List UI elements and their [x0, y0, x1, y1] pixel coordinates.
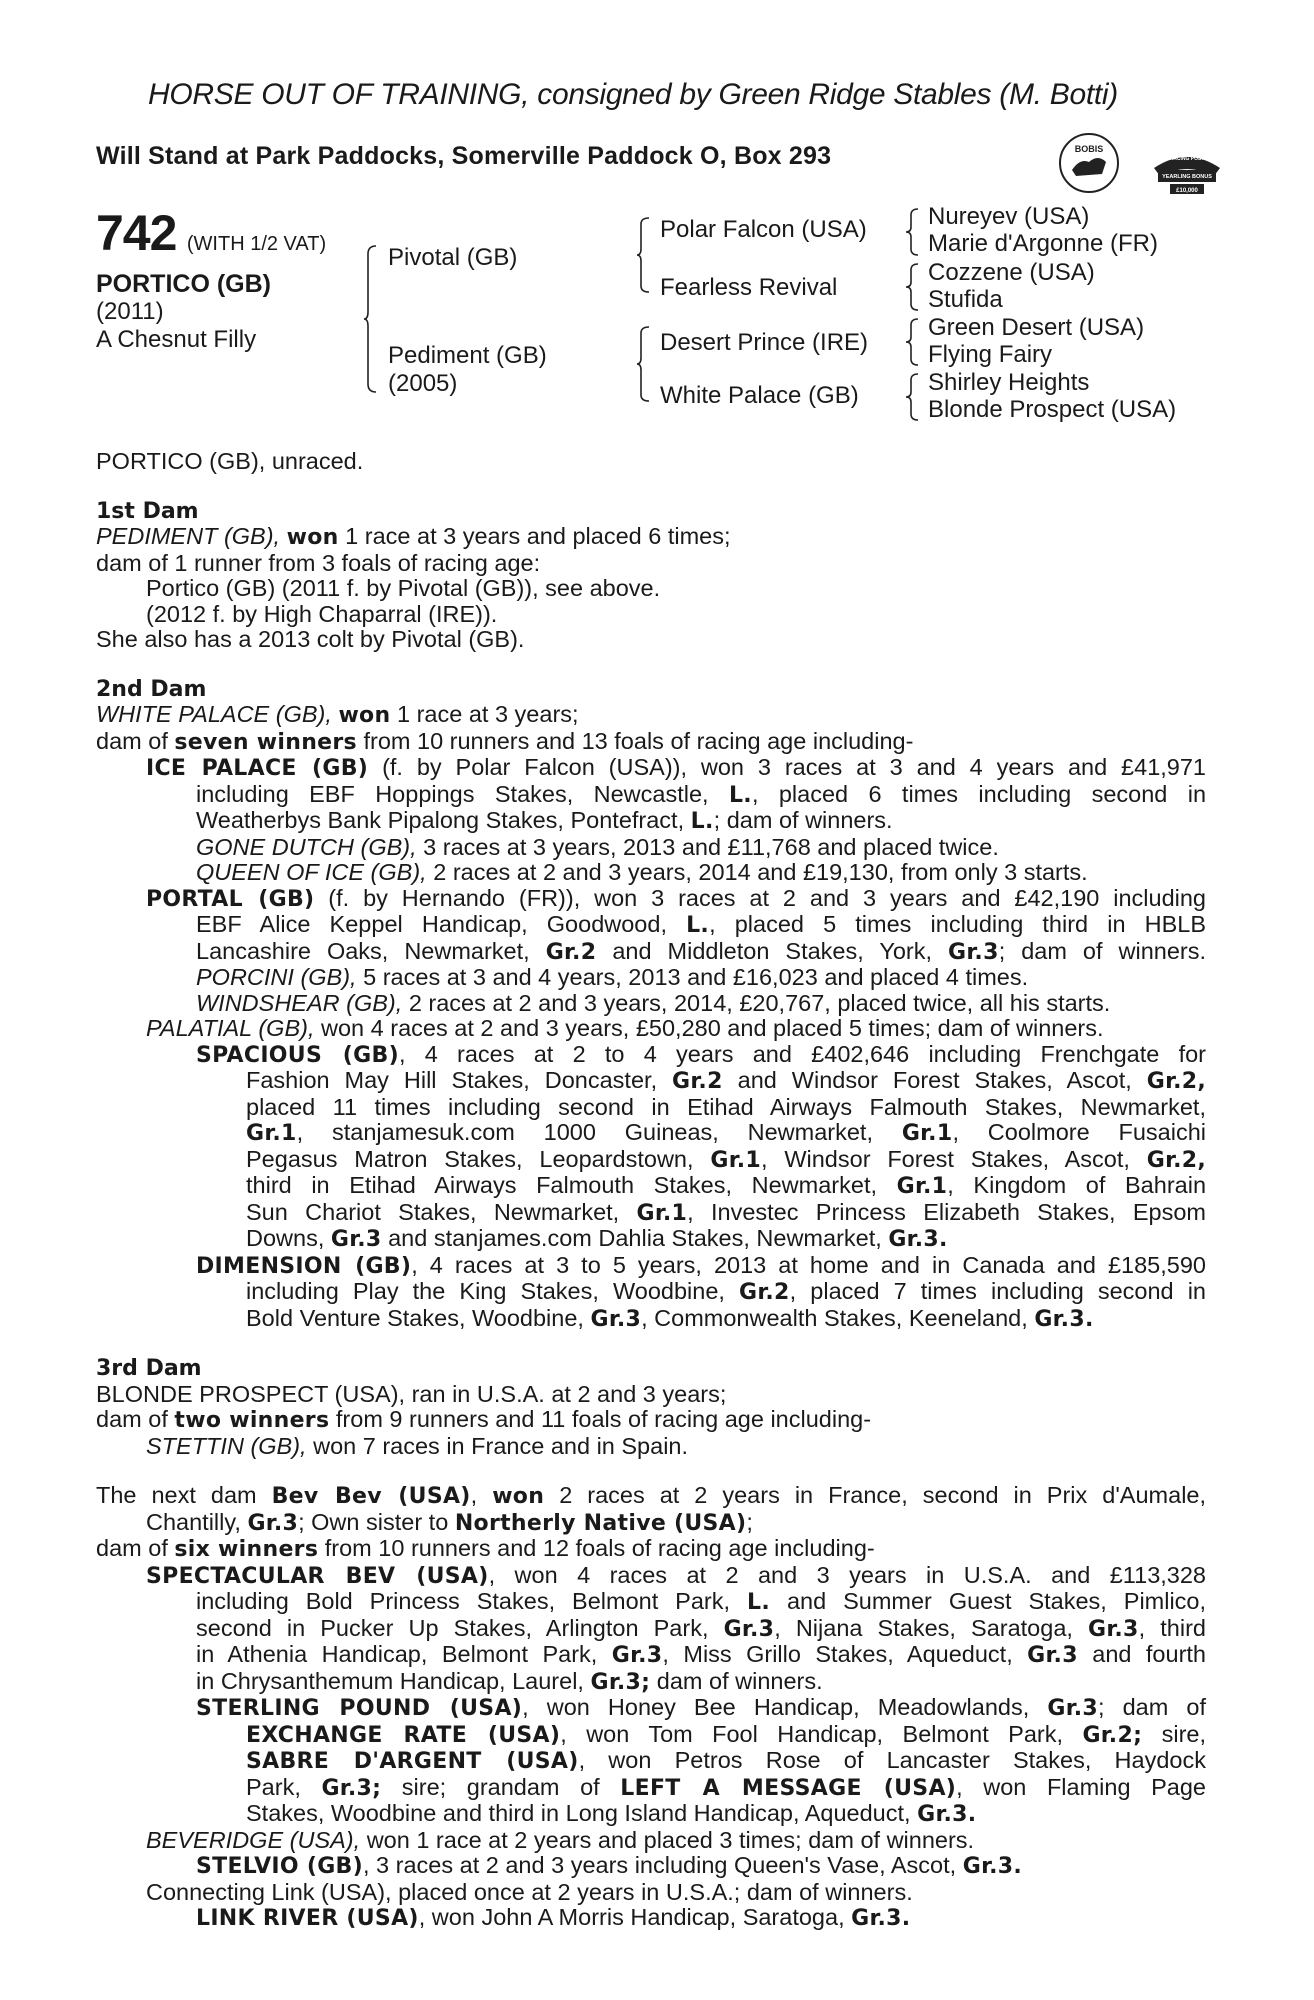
spectacular-bev-entry: including Bold Princess Stakes, Belmont Park, L. and Summer Guest Stakes, Pimlico,: [196, 1588, 1207, 1615]
first-dam-line: (2012 f. by High Chaparral (IRE)).: [146, 600, 498, 627]
queen-of-ice-entry: QUEEN OF ICE (GB), 2 races at 2 and 3 years, 2014 and £19,130, from only 3 starts.: [196, 859, 1088, 885]
spacious-entry: Pegasus Matron Stakes, Leopardstown, Gr.1, Windsor Forest Stakes, Ascot, Gr.2,: [246, 1145, 1207, 1173]
summary-line: PORTICO (GB), unraced.: [96, 448, 364, 474]
ice-palace-entry: including EBF Hoppings Stakes, Newcastle, L., placed 6 times including second in: [196, 780, 1207, 808]
first-dam-line: PEDIMENT (GB), won 1 race at 3 years and placed 6 times;: [96, 523, 731, 550]
stettin-entry: STETTIN (GB), won 7 races in France and in Spain.: [146, 1432, 689, 1459]
third-dam-line: BLONDE PROSPECT (USA), ran in U.S.A. at 2 and 3 years;: [96, 1380, 727, 1407]
pedigree-dam-year: (2005): [388, 370, 458, 397]
portal-entry: PORTAL (GB) (f. by Hernando (FR)), won 3 races at 2 and 3 years and £42,190 including: [146, 884, 1206, 912]
spectacular-bev-entry: in Chrysanthemum Handicap, Laurel, Gr.3; dam of winners.: [196, 1667, 823, 1695]
spacious-entry: Fashion May Hill Stakes, Doncaster, Gr.2 and Windsor Forest Stakes, Ascot, Gr.2,: [246, 1067, 1207, 1094]
second-dam-line: dam of seven winners from 10 runners and 13 foals of racing age including-: [96, 727, 914, 755]
pedigree-brace: [906, 262, 920, 312]
first-dam-line: dam of 1 runner from 3 foals of racing age:: [96, 549, 541, 576]
stelvio-entry: STELVIO (GB), 3 races at 2 and 3 years including Queen's Vase, Ascot, Gr.3.: [196, 1852, 1023, 1879]
dimension-entry: including Play the King Stakes, Woodbine, Gr.2, placed 7 times including second in: [246, 1278, 1207, 1305]
spectacular-bev-entry: second in Pucker Up Stakes, Arlington Park, Gr.3, Nijana Stakes, Saratoga, Gr.3, third: [196, 1614, 1206, 1642]
first-dam-line: She also has a 2013 colt by Pivotal (GB).: [96, 626, 525, 652]
pedigree-brace: [364, 244, 378, 394]
spacious-entry: Downs, Gr.3 and stanjames.com Dahlia Stakes, Newmarket, Gr.3.: [246, 1225, 948, 1252]
sterling-pound-entry: STERLING POUND (USA), won Honey Bee Handicap, Meadowlands, Gr.3; dam of: [196, 1694, 1207, 1721]
pedigree-brace: [637, 325, 651, 403]
connecting-link-entry: Connecting Link (USA), placed once at 2 years in U.S.A.; dam of winners.: [146, 1878, 913, 1905]
horse-name: PORTICO (GB): [96, 270, 271, 298]
pedigree-g5: Green Desert (USA): [928, 314, 1145, 341]
sabre-dargent-entry: SABRE D'ARGENT (USA), won Petros Rose of Lancaster Stakes, Haydock: [246, 1747, 1206, 1774]
beveridge-entry: BEVERIDGE (USA), won 1 race at 2 years and placed 3 times; dam of winners.: [146, 1826, 975, 1853]
horse-year: (2011): [96, 298, 164, 325]
lot-header: [96, 204, 326, 262]
bobis-logo-text: BOBIS: [1074, 144, 1104, 154]
second-dam-heading: 2nd Dam: [96, 676, 207, 702]
horse-description: A Chesnut Filly: [96, 326, 257, 353]
pedigree-brace: [906, 372, 920, 422]
lot-number: 742: [96, 205, 177, 261]
spectacular-bev-entry: in Athenia Handicap, Belmont Park, Gr.3, Miss Grillo Stakes, Aqueduct, Gr.3 and fourth: [196, 1641, 1206, 1668]
pedigree-sire-dam: Fearless Revival: [660, 274, 838, 301]
rp-logo-bottom: £10,000: [1176, 188, 1198, 194]
third-dam-line: dam of two winners from 9 runners and 11 foals of racing age including-: [96, 1406, 872, 1433]
pedigree-dam-sire: Desert Prince (IRE): [660, 329, 869, 356]
link-river-entry: LINK RIVER (USA), won John A Morris Handicap, Saratoga, Gr.3.: [196, 1904, 911, 1931]
porcini-entry: PORCINI (GB), 5 races at 3 and 4 years, 2013 and £16,023 and placed 4 times.: [196, 964, 1029, 990]
windshear-entry: WINDSHEAR (GB), 2 races at 2 and 3 years, 2014, £20,767, placed twice, all his starts.: [196, 989, 1111, 1016]
pedigree-g6: Flying Fairy: [928, 341, 1053, 368]
spacious-entry: third in Etihad Airways Falmouth Stakes, Newmarket, Gr.1, Kingdom of Bahrain: [246, 1172, 1207, 1199]
next-dam-line: Chantilly, Gr.3; Own sister to Northerly Native (USA);: [146, 1508, 753, 1536]
first-dam-line: Portico (GB) (2011 f. by Pivotal (GB)), see above.: [146, 575, 661, 601]
spacious-entry: SPACIOUS (GB), 4 races at 2 to 4 years and £402,646 including Frenchgate for: [196, 1040, 1206, 1068]
ice-palace-entry: ICE PALACE (GB) (f. by Polar Falcon (USA)), won 3 races at 3 and 4 years and £41,971: [146, 754, 1207, 781]
pedigree-dam: Pediment (GB): [388, 342, 547, 369]
pedigree-sire-sire: Polar Falcon (USA): [660, 216, 867, 243]
pedigree-g7: Shirley Heights: [928, 369, 1090, 396]
pedigree-g1: Nureyev (USA): [928, 203, 1090, 230]
catalogue-body: [96, 449, 1206, 1932]
third-dam-heading: 3rd Dam: [96, 1356, 202, 1381]
page-title: HORSE OUT OF TRAINING, consigned by Green Ridge Stables (M. Botti): [148, 78, 1118, 111]
first-dam-heading: 1st Dam: [96, 498, 199, 524]
spacious-entry: Gr.1, stanjamesuk.com 1000 Guineas, Newmarket, Gr.1, Coolmore Fusaichi: [246, 1119, 1206, 1146]
sabre-dargent-entry: Park, Gr.3; sire; grandam of LEFT A MESSAGE (USA), won Flaming Page: [246, 1773, 1207, 1801]
pedigree-g4: Stufida: [928, 286, 1003, 313]
exchange-rate-entry: EXCHANGE RATE (USA), won Tom Fool Handicap, Belmont Park, Gr.2; sire,: [246, 1720, 1207, 1748]
ice-palace-entry: Weatherbys Bank Pipalong Stakes, Pontefract, L.; dam of winners.: [196, 807, 893, 834]
rp-logo-mid: YEARLING BONUS: [1162, 174, 1212, 180]
stand-location: Will Stand at Park Paddocks, Somerville Paddock O, Box 293: [96, 142, 832, 170]
next-dam-line: The next dam Bev Bev (USA), won 2 races at 2 years in France, second in Prix d'Aumale,: [96, 1482, 1207, 1509]
next-dam-line: dam of six winners from 10 runners and 12 foals of racing age including-: [96, 1535, 875, 1562]
portal-entry: Lancashire Oaks, Newmarket, Gr.2 and Middleton Stakes, York, Gr.3; dam of winners.: [196, 937, 1207, 965]
pedigree-dam-dam: White Palace (GB): [660, 382, 859, 409]
pedigree-g8: Blonde Prospect (USA): [928, 396, 1177, 423]
horse-info: [96, 270, 271, 354]
pedigree-brace: [906, 317, 920, 367]
pedigree-brace: [906, 207, 920, 257]
pedigree-sire: Pivotal (GB): [388, 244, 518, 271]
left-a-message-entry: Stakes, Woodbine and third in Long Island Handicap, Aqueduct, Gr.3.: [246, 1800, 977, 1827]
spacious-entry: Sun Chariot Stakes, Newmarket, Gr.1, Investec Princess Elizabeth Stakes, Epsom: [246, 1198, 1206, 1226]
bobis-logo-icon: [1058, 132, 1120, 194]
dimension-entry: Bold Venture Stakes, Woodbine, Gr.3, Commonwealth Stakes, Keeneland, Gr.3.: [246, 1304, 1094, 1332]
pedigree-brace: [637, 216, 651, 294]
rp-logo-top: RACING POST: [1169, 156, 1205, 162]
gone-dutch-entry: GONE DUTCH (GB), 3 races at 3 years, 2013 and £11,768 and placed twice.: [196, 833, 999, 860]
pedigree-g3: Cozzene (USA): [928, 259, 1095, 286]
pedigree-g2: Marie d'Argonne (FR): [928, 230, 1158, 257]
spacious-entry: placed 11 times including second in Etihad Airways Falmouth Stakes, Newmarket,: [246, 1093, 1206, 1120]
lot-vat: (WITH 1/2 VAT): [186, 233, 327, 255]
second-dam-line: WHITE PALACE (GB), won 1 race at 3 years;: [96, 701, 579, 728]
palatial-entry: PALATIAL (GB), won 4 races at 2 and 3 years, £50,280 and placed 5 times; dam of winners.: [146, 1015, 1104, 1041]
racing-post-bonus-logo-icon: [1148, 146, 1226, 196]
portal-entry: EBF Alice Keppel Handicap, Goodwood, L., placed 5 times including third in HBLB: [196, 911, 1207, 938]
dimension-entry: DIMENSION (GB), 4 races at 3 to 5 years, 2013 at home and in Canada and £185,590: [196, 1251, 1206, 1279]
spectacular-bev-entry: SPECTACULAR BEV (USA), won 4 races at 2 and 3 years in U.S.A. and £113,328: [146, 1561, 1206, 1589]
